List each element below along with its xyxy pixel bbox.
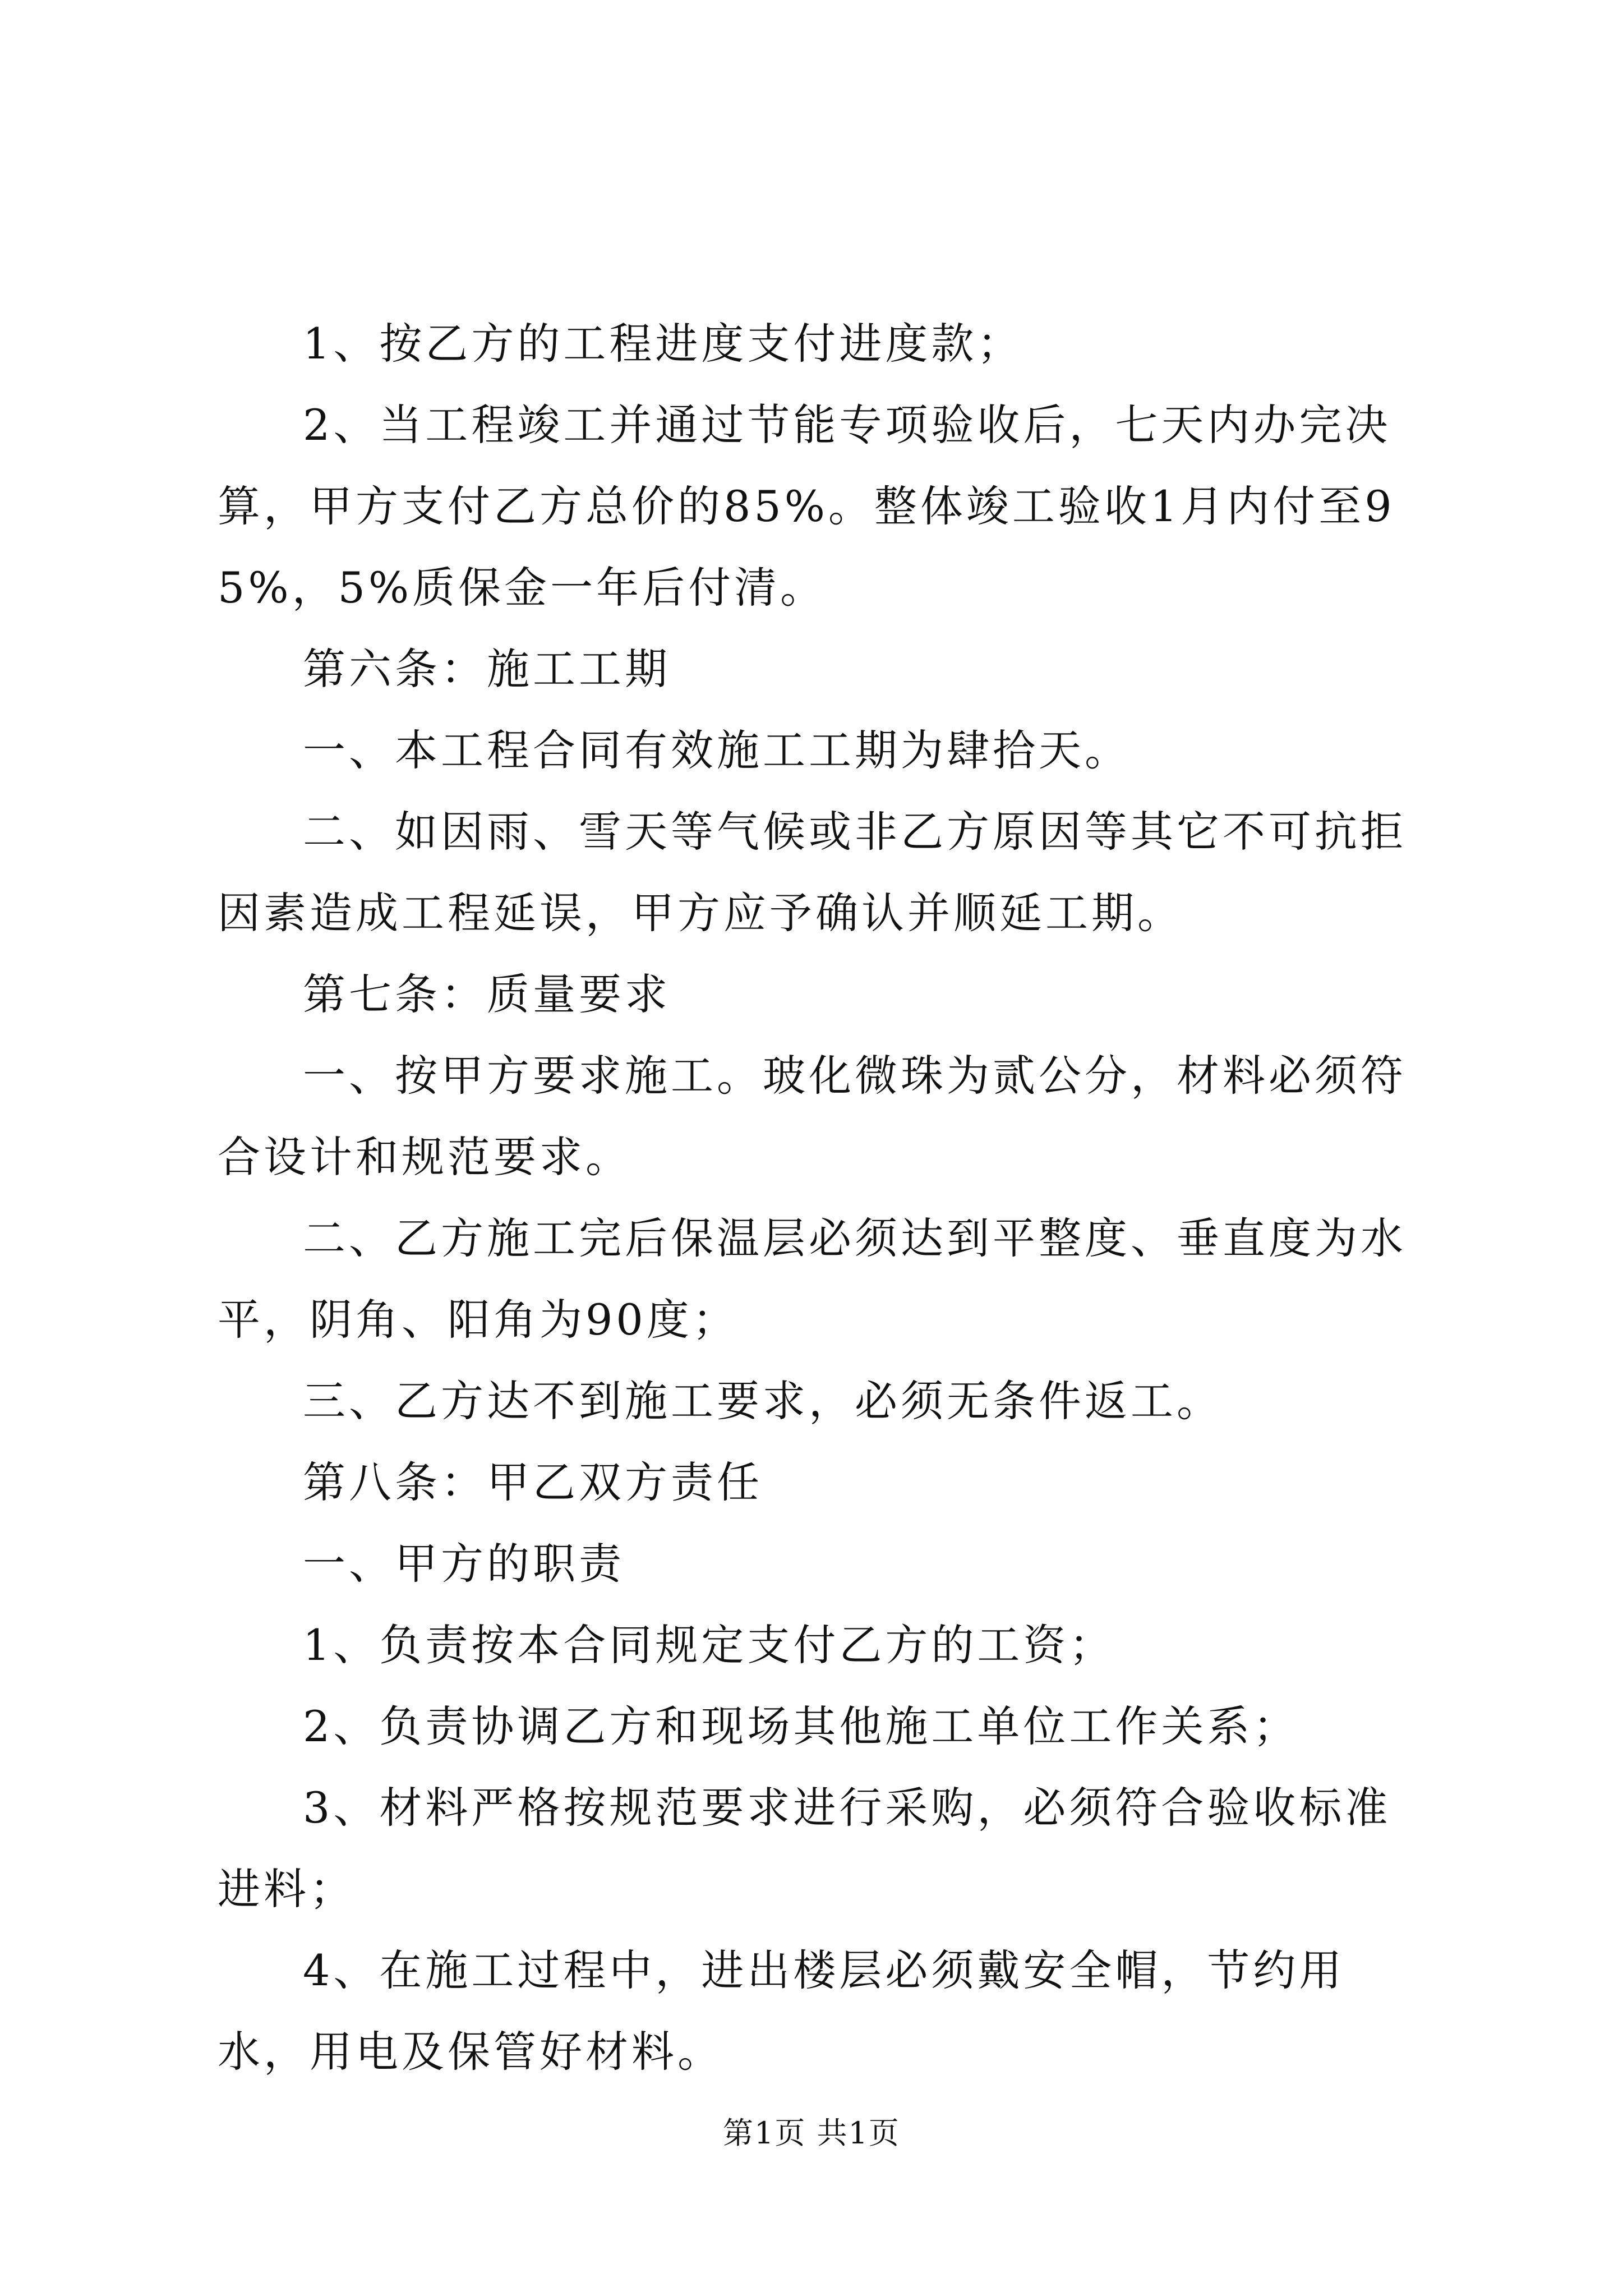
section-heading-article-7: 第七条：质量要求 <box>303 969 671 1019</box>
page-footer: 第1页 共1页 <box>723 2115 900 2151</box>
section-heading-article-6: 第六条：施工工期 <box>303 644 671 694</box>
paragraph-construction-period: 一、本工程合同有效施工工期为肆拾天。 <box>303 725 1131 775</box>
list-item-safety: 4、在施工过程中，进出楼层必须戴安全帽，节约用水，用电及保管好材料。 <box>218 1945 1345 2077</box>
subheading-party-a-duties: 一、甲方的职责 <box>303 1539 625 1589</box>
section-heading-article-8: 第八条：甲乙双方责任 <box>303 1457 763 1507</box>
list-item-wages: 1、负责按本合同规定支付乙方的工资； <box>303 1620 1115 1670</box>
paragraph-payment-progress: 1、按乙方的工程进度支付进度款； <box>303 319 1023 369</box>
paragraph-payment-settlement: 2、当工程竣工并通过节能专项验收后，七天内办完决算，甲方支付乙方总价的85%。整体竣工验收1月内付至95%，5%质保金一年后付清。 <box>218 400 1395 613</box>
paragraph-quality-flatness: 二、乙方施工完后保温层必须达到平整度、垂直度为水平，阴角、阳角为90度； <box>218 1213 1407 1345</box>
list-item-coordination: 2、负责协调乙方和现场其他施工单位工作关系； <box>303 1701 1299 1751</box>
list-item-procurement: 3、材料严格按规范要求进行采购，必须符合验收标准进料； <box>218 1783 1391 1914</box>
document-body <box>218 303 1433 2092</box>
paragraph-rework: 三、乙方达不到施工要求，必须无条件返工。 <box>303 1376 1223 1426</box>
paragraph-period-extension: 二、如因雨、雪天等气候或非乙方原因等其它不可抗拒因素造成工程延误，甲方应予确认并顺延工期。 <box>218 807 1407 938</box>
paragraph-quality-materials: 一、按甲方要求施工。玻化微珠为贰公分，材料必须符合设计和规范要求。 <box>218 1051 1407 1182</box>
